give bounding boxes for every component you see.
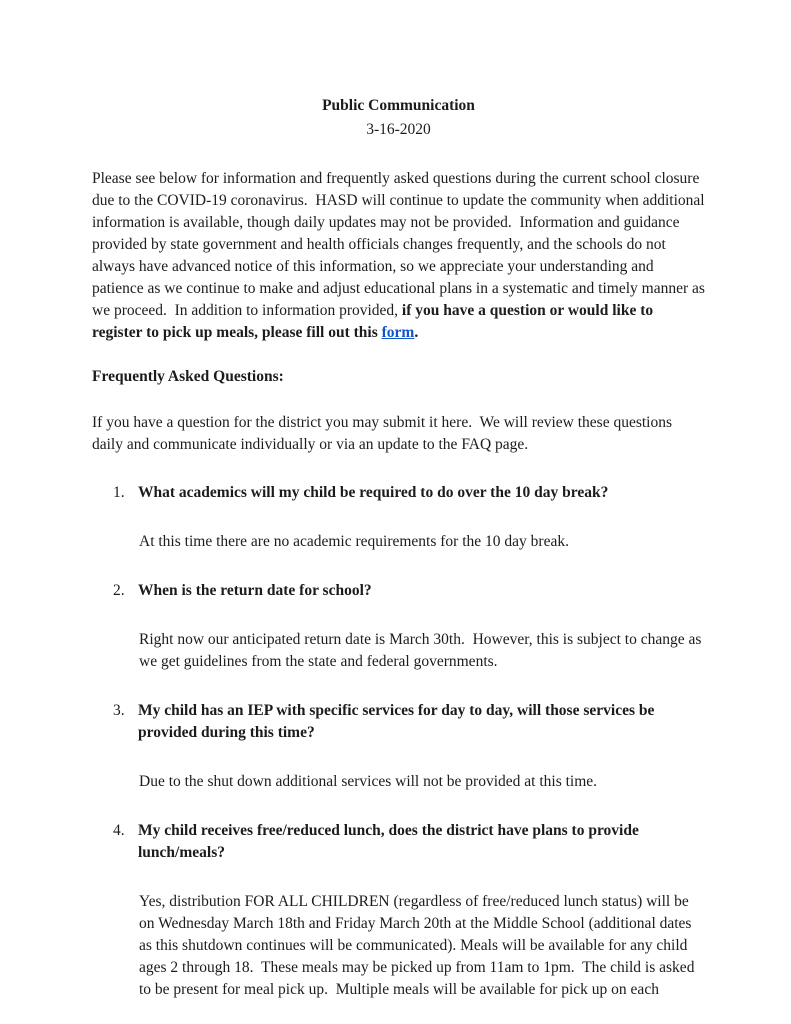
faq-item-4: [92, 820, 705, 1001]
faq-answer: Due to the shut down additional services will not be provided at this time.: [139, 773, 598, 790]
faq-item-number: 2.: [113, 582, 125, 599]
faq-question-row: [92, 580, 705, 602]
faq-question: When is the return date for school?: [138, 582, 372, 599]
faq-item-2: [92, 580, 705, 673]
faq-question-row: [92, 700, 705, 744]
document-date: 3-16-2020: [366, 121, 431, 138]
faq-heading: Frequently Asked Questions:: [92, 368, 284, 385]
faq-question: My child has an IEP with specific services for day to day, will those services be provided during this time?: [138, 702, 659, 741]
faq-answer: Yes, distribution FOR ALL CHILDREN (regardless of free/reduced lunch status) will be on Wednesday March 18th and Friday March 20th at the Middle School (additional dates as this shutdown continues will be communicated). Meals will be available for any child ages 2 through 18. These meals may be picked up from 11am to 1pm. The child is asked to be present for meal pick up. Multiple meals will be available for pick up on each: [139, 893, 699, 998]
faq-question: My child receives free/reduced lunch, does the district have plans to provide lunch/meals?: [138, 822, 643, 861]
faq-intro-paragraph: If you have a question for the district you may submit it here. We will review these questions daily and communicate individually or via an update to the FAQ page.: [92, 414, 676, 453]
faq-question-row: [92, 482, 705, 504]
faq-question-row: [92, 820, 705, 864]
faq-list: [92, 482, 705, 1001]
intro-paragraph: [92, 168, 709, 344]
faq-item-number: 4.: [113, 822, 125, 839]
page-title: Public Communication: [322, 97, 475, 114]
faq-answer: At this time there are no academic requirements for the 10 day break.: [139, 533, 569, 550]
faq-question: What academics will my child be required to do over the 10 day break?: [138, 484, 609, 501]
form-link[interactable]: form: [381, 324, 415, 341]
faq-item-number: 3.: [113, 702, 125, 719]
intro-bold-text: if you have a question or would like to register to pick up meals, please fill out this: [92, 302, 657, 341]
intro-bold-period: .: [414, 324, 419, 341]
faq-item-1: [92, 482, 705, 553]
faq-answer: Right now our anticipated return date is March 30th. However, this is subject to change as we get guidelines from the state and federal governments.: [139, 631, 706, 670]
faq-item-number: 1.: [113, 484, 125, 501]
faq-item-3: [92, 700, 705, 793]
intro-text: Please see below for information and frequently asked questions during the current school closure due to the COVID-19 coronavirus. HASD will continue to update the community when additional information is available, though daily updates may not be provided. Information and guidance provided by state government and health officials changes frequently, and the schools do not always have advanced notice of this information, so we appreciate your understanding and patience as we continue to make and adjust educational plans in a systematic and timely manner as we proceed. In addition to information provided,: [92, 170, 709, 319]
